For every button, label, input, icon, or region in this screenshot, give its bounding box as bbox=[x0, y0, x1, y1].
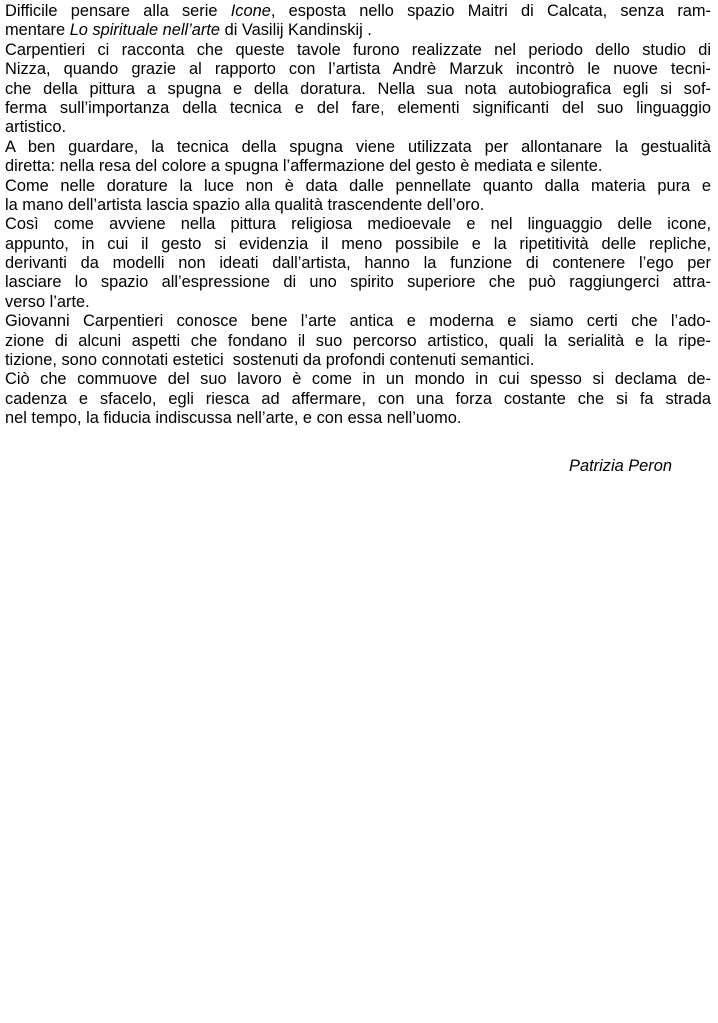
paragraph-2-line-2: Nizza, quando grazie al rapporto con l’artista Andrè Marzuk incontrò le nuove tecni- bbox=[5, 60, 711, 79]
book-title: Lo spirituale nell’arte bbox=[69, 21, 221, 40]
paragraph-5-line-5: verso l’arte. bbox=[5, 292, 90, 311]
author-signature: Patrizia Peron bbox=[569, 457, 672, 475]
paragraph-6-line-2: zione di alcuni aspetti che fondano il suo percorso artistico, quali la serialità e la ripe- bbox=[5, 331, 711, 350]
paragraph-5-line-1: Così come avviene nella pittura religiosa medioevale e nel linguaggio delle icone, bbox=[5, 215, 711, 234]
paragraph-2-line-1: Carpentieri ci racconta che queste tavole furono realizzate nel periodo dello studio di bbox=[5, 40, 711, 59]
paragraph-4-line-1: Come nelle dorature la luce non è data dalle pennellate quanto dalla materia pura e bbox=[5, 176, 711, 195]
paragraph-2-line-4: ferma sull’importanza della tecnica e del fare, elementi significanti del suo linguaggio bbox=[5, 98, 711, 117]
paragraph-3-line-1: A ben guardare, la tecnica della spugna viene utilizzata per allontanare la gestualità bbox=[5, 137, 711, 156]
paragraph-2-line-3: che della pittura a spugna e della doratura. Nella sua nota autobiografica egli si sof- bbox=[5, 79, 711, 98]
paragraph-1-line-1 bbox=[5, 2, 711, 21]
text-span: , esposta nello spazio Maitri di Calcata, senza ram- bbox=[270, 2, 711, 20]
paragraph-3-line-2: diretta: nella resa del colore a spugna l’affermazione del gesto è mediata e silente. bbox=[5, 157, 603, 176]
paragraph-7-line-3: nel tempo, la fiducia indiscussa nell’arte, e con essa nell’uomo. bbox=[5, 409, 462, 428]
text-span: Difficile pensare alla serie bbox=[5, 2, 231, 20]
paragraph-1-line-2 bbox=[5, 21, 711, 40]
article-body bbox=[5, 2, 711, 429]
paragraph-2-line-5: artistico. bbox=[5, 118, 67, 137]
text-span: di Vasilij Kandinskij . bbox=[220, 21, 372, 40]
paragraph-5-line-4: lasciare lo spazio all’espressione di uno spirito superiore che può raggiungerci attra- bbox=[5, 273, 711, 292]
paragraph-5-line-3: derivanti da modelli non ideati dall’artista, hanno la funzione di contenere l’ego per bbox=[5, 254, 711, 273]
paragraph-6-line-3: tizione, sono connotati estetici sostenuti da profondi contenuti semantici. bbox=[5, 351, 535, 370]
paragraph-4-line-2: la mano dell’artista lascia spazio alla qualità trascendente dell’oro. bbox=[5, 195, 485, 214]
paragraph-6-line-1: Giovanni Carpentieri conosce bene l’arte antica e moderna e siamo certi che l’ado- bbox=[5, 312, 711, 331]
paragraph-5-line-2: appunto, in cui il gesto si evidenzia il meno possibile e la ripetitività delle repliche, bbox=[5, 234, 711, 253]
paragraph-7-line-1: Ciò che commuove del suo lavoro è come in un mondo in cui spesso si declama de- bbox=[5, 370, 711, 389]
paragraph-7-line-2: cadenza e sfacelo, egli riesca ad affermare, con una forza costante che si fa strada bbox=[5, 389, 711, 408]
series-title: Icone bbox=[230, 2, 271, 20]
text-span: mentare bbox=[5, 21, 70, 40]
